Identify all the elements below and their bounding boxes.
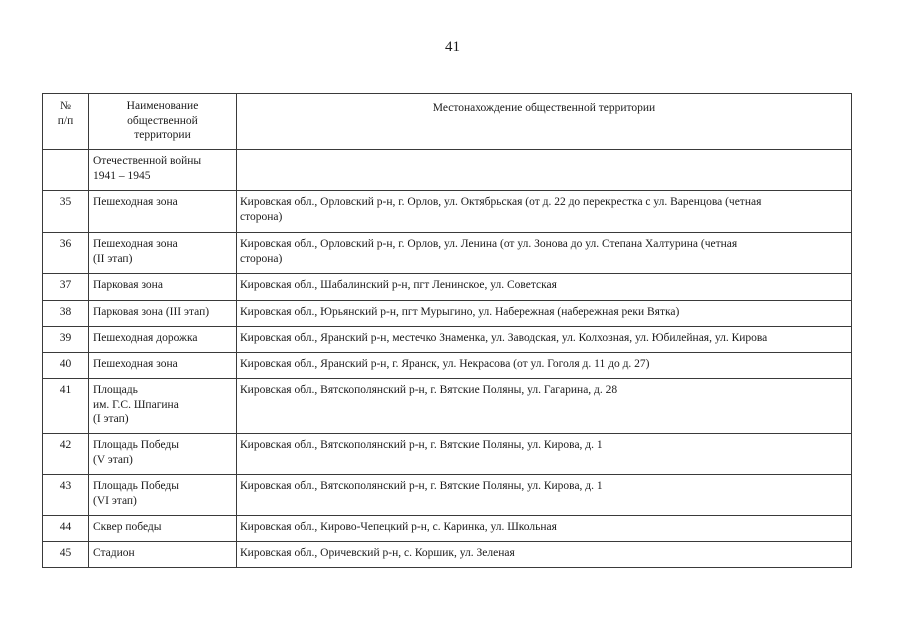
table-row <box>43 233 852 274</box>
row-name: Пешеходная зона <box>89 353 237 379</box>
row-location: Кировская обл., Вятскополянский р-н, г. Вятские Поляны, ул. Гагарина, д. 28 <box>237 379 852 434</box>
row-location: Кировская обл., Вятскополянский р-н, г. Вятские Поляны, ул. Кирова, д. 1 <box>237 434 852 475</box>
table-row <box>43 353 852 379</box>
row-name: Площадь Победы (VI этап) <box>89 475 237 516</box>
row-name: Стадион <box>89 542 237 568</box>
table-row <box>43 516 852 542</box>
row-location: Кировская обл., Кирово-Чепецкий р-н, с. Каринка, ул. Школьная <box>237 516 852 542</box>
row-name: Пешеходная зона (II этап) <box>89 233 237 274</box>
row-location: Кировская обл., Яранский р-н, г. Яранск, ул. Некрасова (от ул. Гоголя д. 11 до д. 27) <box>237 353 852 379</box>
row-name: Парковая зона <box>89 274 237 301</box>
row-number: 40 <box>43 353 89 379</box>
table-row <box>43 150 852 191</box>
row-number: 43 <box>43 475 89 516</box>
table-row <box>43 327 852 353</box>
table-row <box>43 301 852 327</box>
row-name: Пешеходная дорожка <box>89 327 237 353</box>
row-number <box>43 150 89 191</box>
territory-table <box>42 93 852 568</box>
row-number: 39 <box>43 327 89 353</box>
table-row <box>43 379 852 434</box>
page-number: 41 <box>445 39 460 55</box>
row-name: Площадь Победы (V этап) <box>89 434 237 475</box>
row-location: Кировская обл., Вятскополянский р-н, г. Вятские Поляны, ул. Кирова, д. 1 <box>237 475 852 516</box>
row-name: Сквер победы <box>89 516 237 542</box>
row-location: Кировская обл., Орловский р-н, г. Орлов, ул. Ленина (от ул. Зонова до ул. Степана Халтурина (четная сторона) <box>237 233 852 274</box>
row-location: Кировская обл., Юрьянский р-н, пгт Мурыгино, ул. Набережная (набережная реки Вятка) <box>237 301 852 327</box>
row-number: 38 <box>43 301 89 327</box>
table-row <box>43 475 852 516</box>
row-location: Кировская обл., Оричевский р-н, с. Коршик, ул. Зеленая <box>237 542 852 568</box>
table-row <box>43 542 852 568</box>
header-location: Местонахождение общественной территории <box>237 94 852 150</box>
row-name: Отечественной войны 1941 – 1945 <box>89 150 237 191</box>
row-number: 37 <box>43 274 89 301</box>
table-row <box>43 434 852 475</box>
header-name: Наименование общественной территории <box>89 94 237 150</box>
row-number: 45 <box>43 542 89 568</box>
row-number: 44 <box>43 516 89 542</box>
table-row <box>43 274 852 301</box>
row-name: Пешеходная зона <box>89 191 237 233</box>
row-number: 35 <box>43 191 89 233</box>
row-name: Парковая зона (III этап) <box>89 301 237 327</box>
row-number: 42 <box>43 434 89 475</box>
table-row <box>43 191 852 233</box>
table-header-row <box>43 94 852 150</box>
row-location: Кировская обл., Яранский р-н, местечко Знаменка, ул. Заводская, ул. Колхозная, ул. Юбилейная, ул. Кирова <box>237 327 852 353</box>
row-location <box>237 150 852 191</box>
row-name: Площадь им. Г.С. Шпагина (I этап) <box>89 379 237 434</box>
row-location: Кировская обл., Орловский р-н, г. Орлов, ул. Октябрьская (от д. 22 до перекрестка с ул. Варенцова (четная сторона) <box>237 191 852 233</box>
row-number: 41 <box>43 379 89 434</box>
row-location: Кировская обл., Шабалинский р-н, пгт Ленинское, ул. Советская <box>237 274 852 301</box>
header-number: № п/п <box>43 94 89 150</box>
row-number: 36 <box>43 233 89 274</box>
